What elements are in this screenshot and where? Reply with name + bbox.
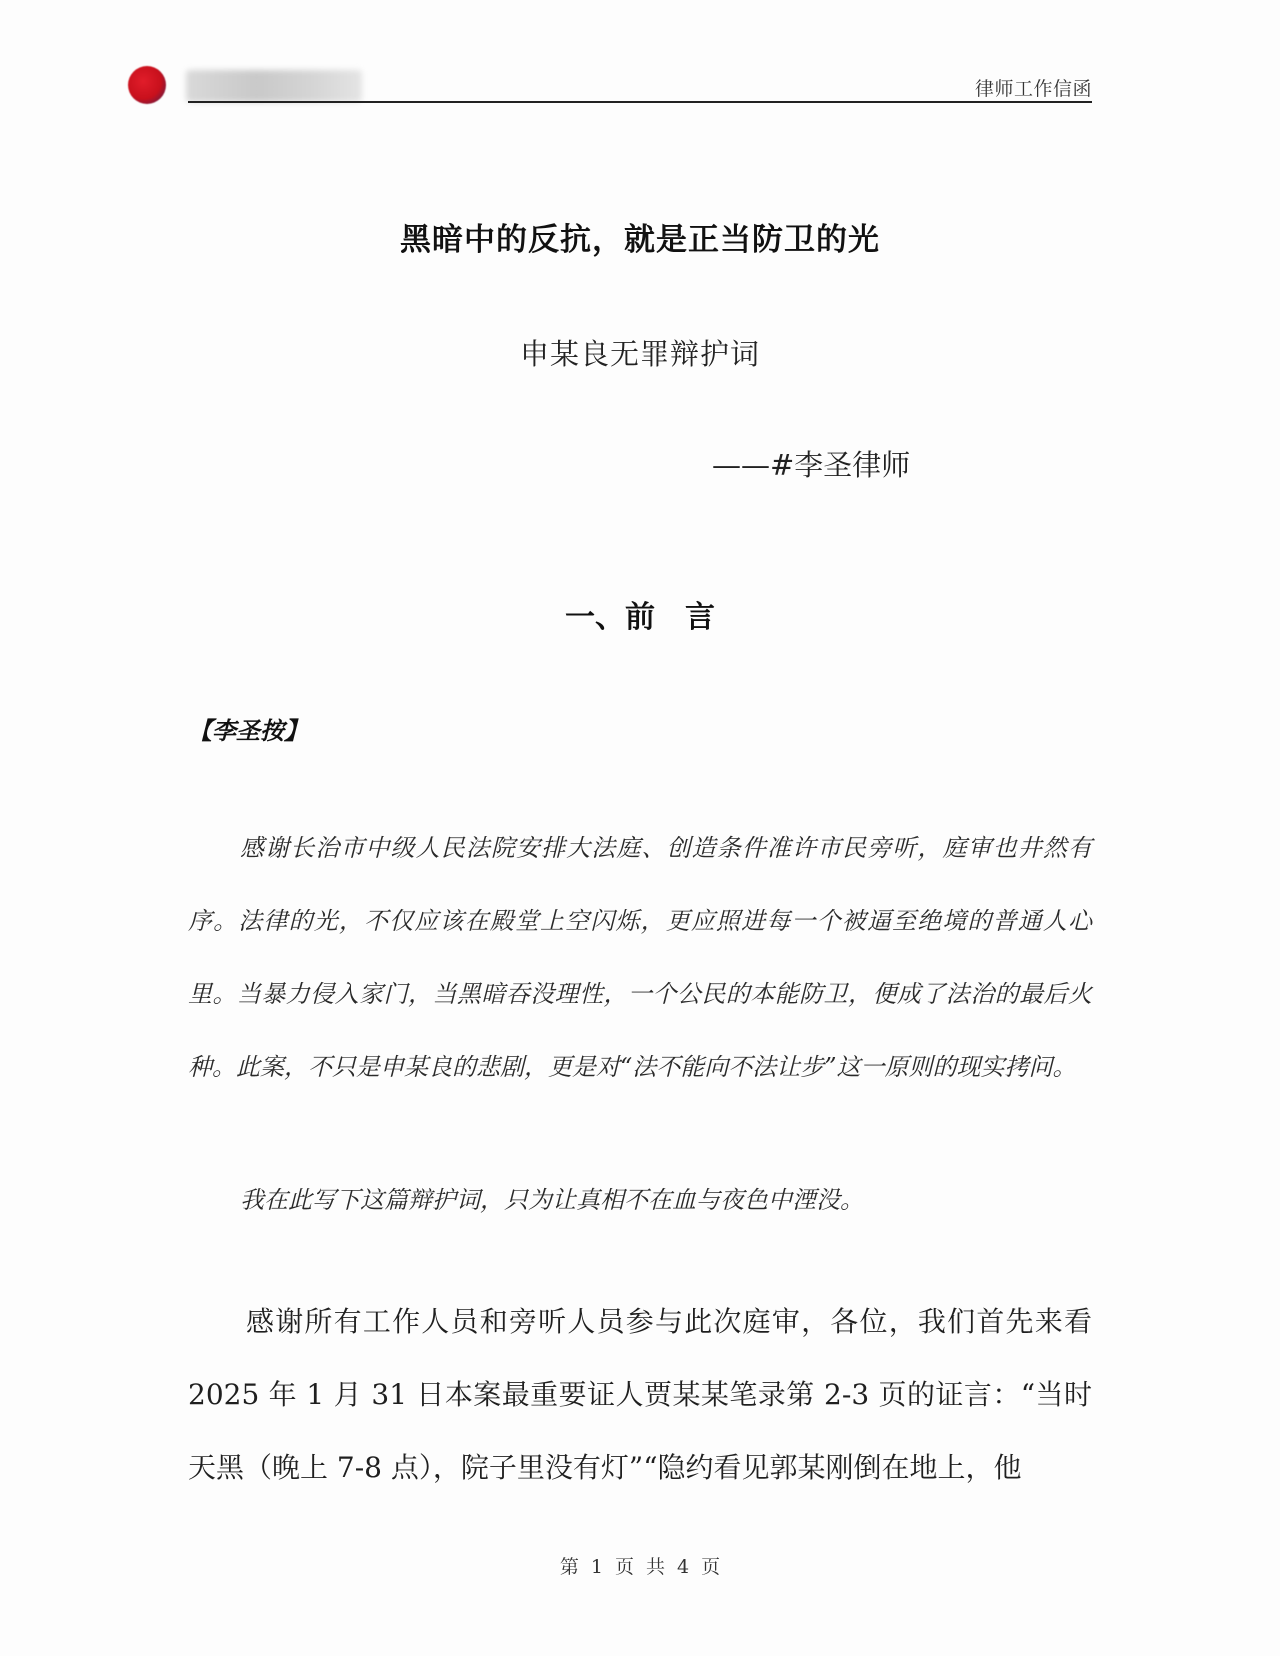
header-label: 律师工作信函 <box>974 78 1092 100</box>
header-divider <box>188 101 1092 103</box>
body-paragraph: 感谢所有工作人员和旁听人员参与此次庭审，各位，我们首先来看 2025 年 1 月 31 日本案最重要证人贾某某笔录第 2-3 页的证言：“当时天黑（晚上 7-8 点），院子里没有灯”“隐约看见郭某刚倒在地上，他 <box>188 1305 1092 1484</box>
note-label: 【李圣按】 <box>188 717 308 745</box>
page-number: 第 1 页 共 4 页 <box>559 1556 721 1578</box>
document-title: 黑暗中的反抗，就是正当防卫的光 <box>400 222 880 258</box>
section-heading: 一、前 言 <box>565 600 715 635</box>
note-paragraph: 感谢长治市中级人民法院安排大法庭、创造条件准许市民旁听，庭审也井然有序。法律的光，不仅应该在殿堂上空闪烁，更应照进每一个被逼至绝境的普通人心里。当暴力侵入家门，当黑暗吞没理性，一个公民的本能防卫，便成了法治的最后火种。此案，不只是申某良的悲剧，更是对“法不能向不法让步”这一原则的现实拷问。 <box>188 834 1092 1081</box>
document-subtitle: 申某良无罪辩护词 <box>519 337 760 371</box>
redacted-firm-name <box>186 70 362 102</box>
author-signature: ——#李圣律师 <box>712 448 911 482</box>
law-firm-logo-icon <box>128 66 166 104</box>
note-closing-paragraph: 我在此写下这篇辩护词，只为让真相不在血与夜色中湮没。 <box>240 1186 864 1214</box>
